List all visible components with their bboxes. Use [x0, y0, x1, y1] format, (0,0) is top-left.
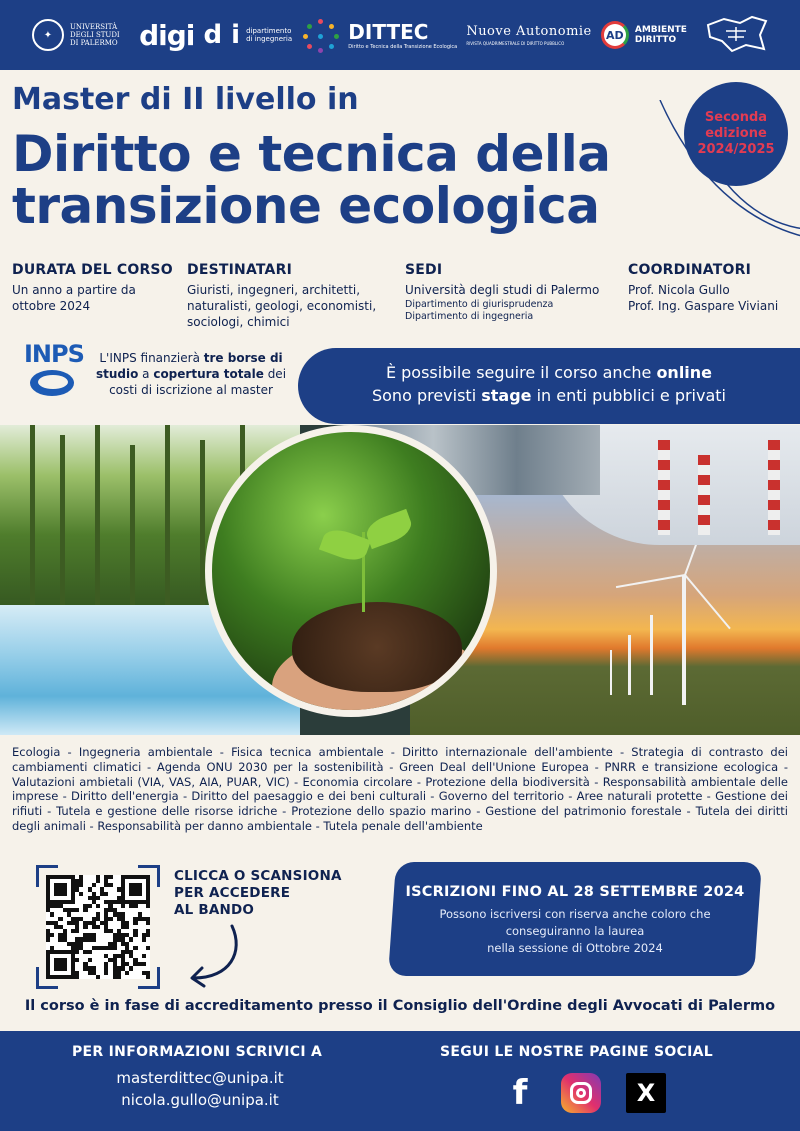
x-icon[interactable]: X	[626, 1073, 666, 1113]
accreditamento-note: Il corso è in fase di accreditamento presso il Consiglio dell'Ordine degli Avvocati di Palermo	[24, 998, 776, 1014]
logo-bar	[0, 0, 800, 70]
coordinatore-2: Prof. Ing. Gaspare Viviani	[628, 299, 779, 313]
contact-heading: PER INFORMAZIONI SCRIVICI A	[72, 1044, 323, 1060]
sedi-dept1: Dipartimento di giurisprudenza	[405, 299, 554, 310]
stage-bold: stage	[481, 386, 532, 405]
digi-logo	[139, 19, 194, 52]
inps-word: INPS	[24, 340, 84, 368]
qr-caption-3: AL BANDO	[174, 902, 255, 918]
seedling-photo	[205, 425, 497, 717]
iscrizioni-line1: Possono iscriversi con riserva anche coloro che	[439, 907, 711, 921]
edition-badge	[684, 82, 788, 186]
qr-code[interactable]	[36, 865, 160, 989]
stage-text-2: in enti pubblici e privati	[531, 386, 726, 405]
facebook-icon[interactable]: f	[512, 1073, 528, 1113]
nuove-sub: RIVISTA QUADRIMESTRALE DI DIRITTO PUBBLICO	[466, 41, 565, 46]
footer	[0, 1031, 800, 1131]
durata-text: Un anno a partire da ottobre 2024	[12, 283, 136, 313]
sicily-logo	[706, 15, 768, 55]
dii-text: dipartimento di ingegneria	[246, 27, 293, 43]
inps-bold-2: copertura totale	[153, 367, 264, 381]
destinatari-column	[187, 262, 397, 330]
email-link-2[interactable]: nicola.gullo@unipa.it	[121, 1091, 279, 1109]
qr-caption	[174, 868, 342, 919]
sedi-dept2: Dipartimento di ingegneria	[405, 311, 534, 322]
instagram-icon[interactable]	[561, 1073, 601, 1113]
online-banner	[298, 348, 800, 424]
dittec-sub: Diritto e Tecnica della Transizione Ecologica	[348, 44, 458, 50]
ad-icon: AD	[601, 21, 629, 49]
unipa-name: UNIVERSITÀ DEGLI STUDI DI PALERMO	[70, 23, 120, 47]
nuove-text: Nuove Autonomie	[466, 24, 592, 39]
iscrizioni-line2: conseguiranno la laurea	[505, 924, 645, 938]
inps-swoosh-icon	[30, 370, 74, 396]
social-heading: SEGUI LE NOSTRE PAGINE SOCIAL	[440, 1044, 714, 1060]
coordinatori-column	[628, 262, 796, 314]
sedi-text: Università degli studi di Palermo	[405, 283, 600, 297]
iscrizioni-box	[392, 862, 758, 976]
destinatari-text: Giuristi, ingegneri, architetti, naturalisti, geologi, economisti, sociologi, chimici	[187, 283, 377, 329]
arrow-icon	[180, 922, 250, 992]
dii-logo	[204, 20, 295, 50]
stage-text-1: Sono previsti	[371, 386, 482, 405]
qr-caption-1: CLICCA O SCANSIONA	[174, 868, 342, 884]
inps-bold-1: tre borse di studio	[95, 351, 283, 381]
inps-text-1: L'INPS finanzierà	[99, 351, 204, 365]
durata-column	[12, 262, 177, 314]
sedi-column	[405, 262, 620, 323]
edition-line2: edizione	[705, 126, 767, 141]
page-title: Diritto e tecnica della transizione ecologica	[12, 125, 611, 235]
qr-matrix[interactable]	[46, 875, 150, 979]
inps-text-2: a	[138, 367, 154, 381]
coordinatori-heading: COORDINATORI	[628, 262, 751, 278]
edition-line1: Seconda	[704, 110, 768, 125]
inps-logo	[24, 340, 82, 410]
qr-caption-2: PER ACCEDERE	[174, 885, 291, 901]
university-seal-icon: ✦	[32, 19, 64, 51]
course-topics: Ecologia - Ingegneria ambientale - Fisica tecnica ambientale - Diritto internazionale dell'ambiente - Strategia di contrasto dei cambiamenti climatici - Agenda ONU 2030 per la sostenibilità - Green Deal dell'Unione Europea - PNRR e transizione ecologica - Valutazioni ambietali (VIA, VAS, AIA, PUAR, VIC) - Economia circolare - Protezione della biodiversità - Responsabilità ambientale delle imprese - Diritto dell'energia - Diritto del paesaggio e dei beni culturali - Governo del territorio - Aree naturali protette - Gestione dei rifiuti - Tutela e gestione delle risorse idriche - Protezione dello spazio marino - Gestione del patrimonio forestale - Tutela dei diritti degli animali - Responsabilità per danno ambientale - Tutela penale dell'ambiente	[12, 745, 788, 833]
nuove-autonomie-logo	[466, 24, 591, 46]
coordinatore-1: Prof. Nicola Gullo	[628, 283, 730, 297]
destinatari-heading: DESTINATARI	[187, 262, 292, 278]
ad-text: AMBIENTE DIRITTO	[634, 25, 687, 45]
dittec-text: DITTEC	[348, 20, 429, 44]
iscrizioni-title: ISCRIZIONI FINO AL 28 SETTEMBRE 2024	[405, 884, 745, 900]
dots-icon	[303, 17, 339, 53]
iscrizioni-line3: nella sessione di Ottobre 2024	[487, 941, 663, 955]
sedi-heading: SEDI	[405, 262, 443, 278]
iscrizioni-sub	[392, 906, 758, 957]
inps-text	[86, 350, 296, 398]
inps-text-3: dei costi di iscrizione al master	[109, 367, 287, 397]
edition-line3: 2024/2025	[697, 142, 775, 157]
title-pre: Master di II livello in	[12, 82, 359, 117]
dots-logo	[303, 17, 339, 53]
unipa-logo	[32, 19, 130, 51]
online-text: È possibile seguire il corso anche	[385, 363, 657, 382]
email-link-1[interactable]: masterdittec@unipa.it	[116, 1069, 284, 1087]
sicily-map-icon	[706, 15, 768, 55]
digi-text: digi	[139, 18, 195, 52]
dii-symbol: d i	[203, 20, 241, 50]
ambiente-diritto-logo	[601, 21, 697, 49]
dittec-logo	[348, 20, 457, 50]
durata-heading: DURATA DEL CORSO	[12, 262, 173, 278]
online-bold: online	[656, 363, 713, 382]
